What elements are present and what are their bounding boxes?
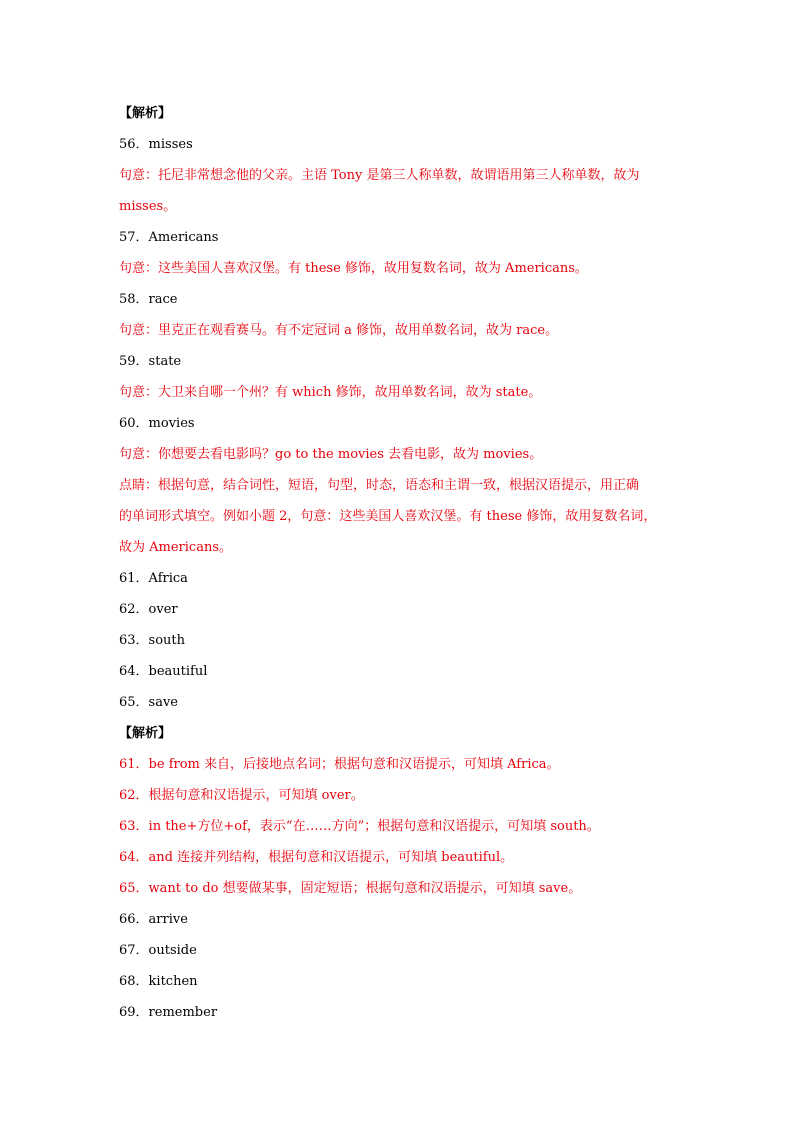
answer-line: 57．Americans <box>119 230 219 245</box>
document-page <box>119 98 679 1028</box>
explanation-line: 63．in the+方位+of，表示“在……方向”；根据句意和汉语提示，可知填 south。 <box>119 819 600 834</box>
explanation-line: 句意：你想要去看电影吗？go to the movies 去看电影，故为 movies。 <box>119 447 543 462</box>
explanation-line: 64．and 连接并列结构，根据句意和汉语提示，可知填 beautiful。 <box>119 850 514 865</box>
answer-line: 62．over <box>119 602 178 617</box>
explanation-line: 句意：里克正在观看赛马。有不定冠词 a 修饰，故用单数名词，故为 race。 <box>119 323 559 338</box>
explanation-line: 句意：大卫来自哪一个州？有 which 修饰，故用单数名词，故为 state。 <box>119 385 542 400</box>
explanation-line: 点睛：根据句意，结合词性，短语，句型，时态，语态和主谓一致，根据汉语提示，用正确 <box>119 478 640 493</box>
answer-line: 69．remember <box>119 1005 218 1020</box>
explanation-line: 句意：托尼非常想念他的父亲。主语 Tony 是第三人称单数，故谓语用第三人称单数，故为 <box>119 168 640 183</box>
answer-line: 59．state <box>119 354 182 369</box>
answer-line: 68．kitchen <box>119 974 198 989</box>
explanation-line: 的单词形式填空。例如小题 2，句意：这些美国人喜欢汉堡。有 these 修饰，故用复数名词， <box>119 509 657 524</box>
answer-line: 64．beautiful <box>119 664 208 679</box>
section-heading: 【解析】 <box>119 106 172 121</box>
explanation-line: 62．根据句意和汉语提示，可知填 over。 <box>119 788 364 803</box>
answer-line: 56．misses <box>119 137 193 152</box>
section-heading: 【解析】 <box>119 726 172 741</box>
explanation-line: 故为 Americans。 <box>119 540 232 555</box>
explanation-line: 61．be from 来自，后接地点名词；根据句意和汉语提示，可知填 Africa。 <box>119 757 560 772</box>
answer-line: 60．movies <box>119 416 195 431</box>
answer-line: 61．Africa <box>119 571 188 586</box>
explanation-line: 65．want to do 想要做某事，固定短语；根据句意和汉语提示，可知填 save。 <box>119 881 582 896</box>
answer-line: 58．race <box>119 292 178 307</box>
explanation-line: 句意：这些美国人喜欢汉堡。有 these 修饰，故用复数名词，故为 Americans。 <box>119 261 588 276</box>
answer-line: 66．arrive <box>119 912 188 927</box>
answer-line: 63．south <box>119 633 186 648</box>
answer-line: 65．save <box>119 695 179 710</box>
answer-line: 67．outside <box>119 943 197 958</box>
explanation-line: misses。 <box>119 199 177 214</box>
